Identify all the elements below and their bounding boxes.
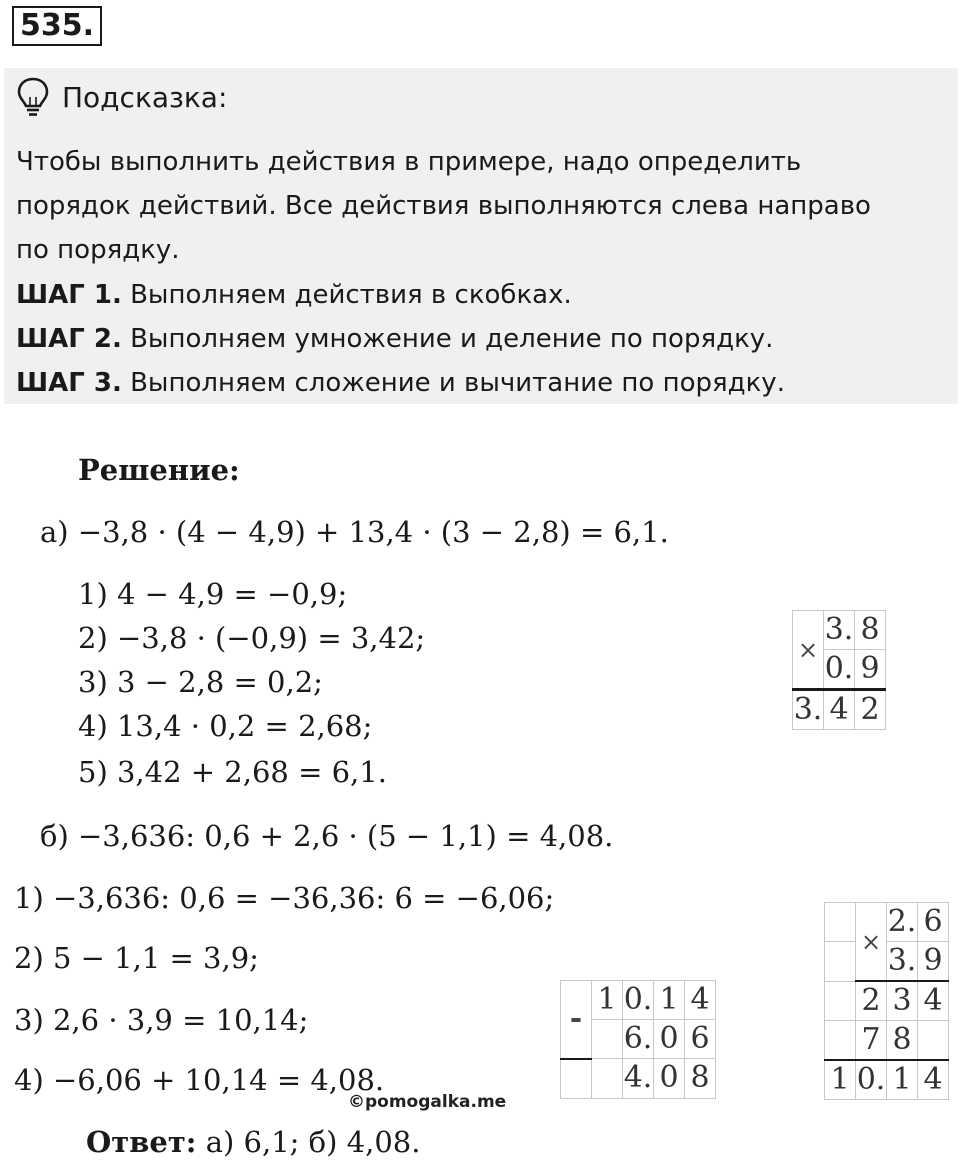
digit-cell: 0. xyxy=(824,650,855,690)
part-b-step: 3) 2,6 · 3,9 = 10,14; xyxy=(14,1003,309,1037)
step-label: ШАГ 3. xyxy=(16,368,122,398)
hint-line: Чтобы выполнить действия в примере, надо определить xyxy=(16,147,802,177)
digit-cell: 2. xyxy=(887,903,918,942)
step-text: Выполняем умножение и деление по порядку. xyxy=(121,324,774,354)
hint-step xyxy=(16,322,773,356)
part-b-step: 1) −3,636: 0,6 = −36,36: 6 = −6,06; xyxy=(14,881,555,915)
step-text: Выполняем сложение и вычитание по порядку. xyxy=(121,368,785,398)
digit-cell xyxy=(825,981,856,1021)
digit-cell: 2 xyxy=(855,690,886,730)
answer xyxy=(86,1124,420,1160)
part-b-step: 4) −6,06 + 10,14 = 4,08. xyxy=(14,1063,385,1097)
part-a-step: 3) 3 − 2,8 = 0,2; xyxy=(78,665,323,699)
multiply-sign: × xyxy=(856,903,887,982)
digit-cell xyxy=(825,903,856,942)
digit-cell: 8 xyxy=(855,611,886,650)
digit-cell: 0. xyxy=(623,981,654,1020)
digit-cell: 4 xyxy=(918,981,949,1021)
digit-cell: 6. xyxy=(623,1020,654,1059)
hint-line: порядок действий. Все действия выполняются слева направо xyxy=(16,191,871,221)
digit-cell xyxy=(561,1059,592,1099)
column-multiplication-b xyxy=(824,902,949,1100)
digit-cell: 3. xyxy=(824,611,855,650)
step-label: ШАГ 2. xyxy=(16,324,122,354)
answer-label: Ответ: xyxy=(86,1125,197,1159)
digit-cell: 3. xyxy=(887,942,918,982)
step-label: ШАГ 1. xyxy=(16,280,122,310)
part-a-expression: а) −3,8 · (4 − 4,9) + 13,4 · (3 − 2,8) = 6,1. xyxy=(40,515,669,549)
solution-heading: Решение: xyxy=(78,453,240,487)
column-subtraction-b xyxy=(560,980,716,1099)
task-number: 535. xyxy=(12,6,102,46)
digit-cell: 0. xyxy=(856,1060,887,1100)
digit-cell: 0 xyxy=(654,1020,685,1059)
part-a-step: 2) −3,8 · (−0,9) = 3,42; xyxy=(78,621,426,655)
digit-cell: 9 xyxy=(918,942,949,982)
part-a-step: 4) 13,4 · 0,2 = 2,68; xyxy=(78,709,373,743)
digit-cell: 1 xyxy=(654,981,685,1020)
digit-cell: 0 xyxy=(654,1059,685,1099)
digit-cell: 3. xyxy=(793,690,824,730)
digit-cell: 9 xyxy=(855,650,886,690)
lightbulb-icon xyxy=(16,76,50,118)
hint-line: по порядку. xyxy=(16,235,180,265)
hint-step xyxy=(16,278,572,312)
digit-cell: 1 xyxy=(592,981,623,1020)
digit-cell: 3 xyxy=(887,981,918,1021)
part-a-step: 1) 4 − 4,9 = −0,9; xyxy=(78,577,348,611)
digit-cell: 1 xyxy=(825,1060,856,1100)
digit-cell xyxy=(825,1021,856,1061)
digit-cell: 4 xyxy=(824,690,855,730)
part-b-step: 2) 5 − 1,1 = 3,9; xyxy=(14,941,259,975)
digit-cell: 1 xyxy=(887,1060,918,1100)
digit-cell xyxy=(592,1020,623,1059)
minus-sign: - xyxy=(561,981,592,1059)
answer-text: а) 6,1; б) 4,08. xyxy=(196,1125,421,1159)
part-a-step: 5) 3,42 + 2,68 = 6,1. xyxy=(78,755,387,789)
digit-cell xyxy=(825,942,856,982)
digit-cell: 8 xyxy=(685,1059,716,1099)
digit-cell: 4 xyxy=(685,981,716,1020)
digit-cell xyxy=(592,1059,623,1099)
digit-cell: 8 xyxy=(887,1021,918,1061)
digit-cell: 7 xyxy=(856,1021,887,1061)
multiply-sign: × xyxy=(793,611,824,690)
digit-cell: 6 xyxy=(685,1020,716,1059)
watermark: ©pomogalka.me xyxy=(348,1092,507,1112)
hint-step xyxy=(16,366,785,400)
digit-cell: 4. xyxy=(623,1059,654,1099)
digit-cell xyxy=(918,1021,949,1061)
column-multiplication-a xyxy=(792,610,886,730)
digit-cell: 2 xyxy=(856,981,887,1021)
digit-cell: 4 xyxy=(918,1060,949,1100)
part-b-expression: б) −3,636: 0,6 + 2,6 · (5 − 1,1) = 4,08. xyxy=(40,819,614,853)
hint-title: Подсказка: xyxy=(62,81,228,114)
digit-cell: 6 xyxy=(918,903,949,942)
step-text: Выполняем действия в скобках. xyxy=(121,280,572,310)
